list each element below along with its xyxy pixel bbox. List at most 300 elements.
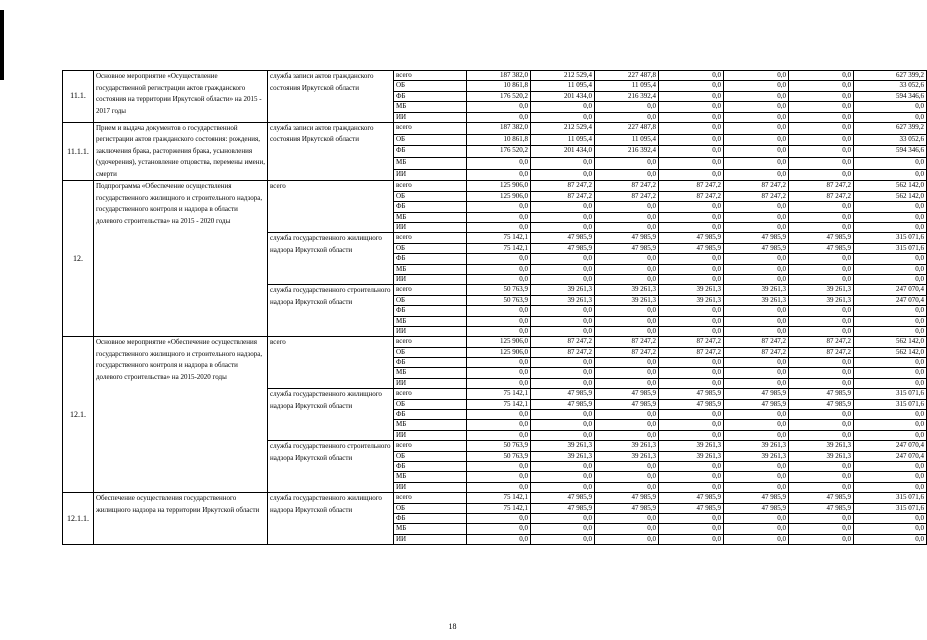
year-value: 0,0	[531, 169, 595, 181]
year-value: 0,0	[789, 482, 854, 492]
year-value: 0,0	[659, 430, 724, 440]
year-value: 0,0	[659, 71, 724, 81]
executor-name: служба государственного строительного надзора Иркутской области	[268, 441, 394, 493]
year-value: 212 529,4	[531, 71, 595, 81]
year-value: 0,0	[789, 81, 854, 91]
year-value: 0,0	[659, 202, 724, 212]
table-row	[63, 493, 927, 503]
executor-name: служба записи актов гражданского состояния Иркутской области	[268, 122, 394, 181]
funding-source: ФБ	[394, 513, 467, 523]
year-value: 0,0	[467, 358, 531, 368]
year-value: 39 261,3	[789, 285, 854, 295]
total-value: 315 071,6	[854, 243, 927, 253]
year-value: 0,0	[595, 378, 659, 388]
funding-source: ОБ	[394, 134, 467, 146]
year-value: 0,0	[724, 306, 789, 316]
year-value: 0,0	[789, 358, 854, 368]
page-number: 18	[448, 622, 457, 631]
total-value: 0,0	[854, 306, 927, 316]
year-value: 0,0	[659, 378, 724, 388]
table-row	[63, 181, 927, 191]
funding-source: всего	[394, 493, 467, 503]
year-value: 0,0	[467, 212, 531, 222]
year-value: 0,0	[724, 430, 789, 440]
year-value: 47 985,9	[724, 503, 789, 513]
funding-source: ИИ	[394, 430, 467, 440]
funding-source: всего	[394, 337, 467, 347]
executor-name: всего	[268, 337, 394, 389]
year-value: 0,0	[789, 102, 854, 112]
budget-table	[62, 70, 927, 545]
year-value: 47 985,9	[789, 233, 854, 243]
year-value: 0,0	[467, 410, 531, 420]
year-value: 47 985,9	[789, 243, 854, 253]
year-value: 0,0	[595, 306, 659, 316]
funding-source: ИИ	[394, 274, 467, 284]
year-value: 50 763,9	[467, 285, 531, 295]
year-value: 0,0	[659, 316, 724, 326]
year-value: 0,0	[659, 112, 724, 122]
year-value: 0,0	[724, 378, 789, 388]
year-value: 0,0	[659, 169, 724, 181]
year-value: 47 985,9	[724, 493, 789, 503]
year-value: 39 261,3	[595, 441, 659, 451]
funding-source: ФБ	[394, 306, 467, 316]
total-value: 0,0	[854, 158, 927, 170]
total-value: 0,0	[854, 212, 927, 222]
year-value: 0,0	[789, 306, 854, 316]
year-value: 47 985,9	[595, 399, 659, 409]
year-value: 0,0	[531, 420, 595, 430]
year-value: 47 985,9	[659, 503, 724, 513]
total-value: 0,0	[854, 264, 927, 274]
year-value: 0,0	[531, 513, 595, 523]
year-value: 0,0	[724, 264, 789, 274]
year-value: 0,0	[467, 306, 531, 316]
year-value: 39 261,3	[531, 451, 595, 461]
year-value: 0,0	[659, 534, 724, 544]
funding-source: МБ	[394, 524, 467, 534]
year-value: 0,0	[595, 169, 659, 181]
year-value: 0,0	[467, 158, 531, 170]
year-value: 87 247,2	[595, 191, 659, 201]
total-value: 562 142,0	[854, 181, 927, 191]
year-value: 75 142,1	[467, 399, 531, 409]
year-value: 47 985,9	[595, 493, 659, 503]
year-value: 227 487,8	[595, 122, 659, 134]
total-value: 562 142,0	[854, 337, 927, 347]
year-value: 0,0	[659, 524, 724, 534]
year-value: 0,0	[724, 71, 789, 81]
year-value: 0,0	[659, 368, 724, 378]
year-value: 75 142,1	[467, 493, 531, 503]
year-value: 0,0	[659, 306, 724, 316]
year-value: 0,0	[531, 430, 595, 440]
year-value: 0,0	[595, 212, 659, 222]
total-value: 247 070,4	[854, 285, 927, 295]
year-value: 0,0	[467, 202, 531, 212]
year-value: 0,0	[659, 264, 724, 274]
year-value: 0,0	[531, 482, 595, 492]
year-value: 0,0	[789, 534, 854, 544]
year-value: 39 261,3	[789, 295, 854, 305]
row-number: 11.1.	[63, 71, 94, 123]
year-value: 47 985,9	[659, 243, 724, 253]
year-value: 87 247,2	[531, 347, 595, 357]
total-value: 0,0	[854, 274, 927, 284]
funding-source: МБ	[394, 212, 467, 222]
year-value: 75 142,1	[467, 389, 531, 399]
funding-source: ФБ	[394, 462, 467, 472]
funding-source: ИИ	[394, 482, 467, 492]
funding-source: ИИ	[394, 223, 467, 233]
year-value: 0,0	[789, 420, 854, 430]
year-value: 0,0	[467, 430, 531, 440]
year-value: 0,0	[467, 316, 531, 326]
year-value: 0,0	[789, 71, 854, 81]
year-value: 0,0	[724, 524, 789, 534]
year-value: 0,0	[789, 122, 854, 134]
year-value: 0,0	[724, 134, 789, 146]
program-name: Обеспечение осуществления государственного жилищного надзора на территории Иркутской области	[94, 493, 268, 545]
year-value: 47 985,9	[595, 503, 659, 513]
funding-source: ФБ	[394, 146, 467, 158]
funding-source: всего	[394, 122, 467, 134]
year-value: 0,0	[659, 122, 724, 134]
year-value: 0,0	[789, 524, 854, 534]
year-value: 39 261,3	[659, 285, 724, 295]
year-value: 125 906,0	[467, 337, 531, 347]
year-value: 0,0	[724, 472, 789, 482]
year-value: 39 261,3	[789, 441, 854, 451]
funding-source: ФБ	[394, 410, 467, 420]
funding-source: МБ	[394, 264, 467, 274]
year-value: 0,0	[789, 326, 854, 336]
total-value: 0,0	[854, 223, 927, 233]
year-value: 47 985,9	[789, 503, 854, 513]
year-value: 39 261,3	[724, 295, 789, 305]
year-value: 0,0	[595, 534, 659, 544]
total-value: 315 071,6	[854, 493, 927, 503]
year-value: 0,0	[659, 212, 724, 222]
year-value: 0,0	[467, 462, 531, 472]
year-value: 0,0	[724, 316, 789, 326]
budget-table-body	[63, 71, 927, 545]
program-name: Основное мероприятие «Осуществление государственной регистрации актов гражданского состояния на территории Иркутской области» на 2015 - 2017 годы	[94, 71, 268, 123]
row-number: 12.1.	[63, 337, 94, 493]
year-value: 87 247,2	[789, 181, 854, 191]
total-value: 0,0	[854, 430, 927, 440]
year-value: 0,0	[531, 158, 595, 170]
year-value: 0,0	[531, 306, 595, 316]
year-value: 0,0	[595, 102, 659, 112]
funding-source: ФБ	[394, 202, 467, 212]
year-value: 10 861,8	[467, 134, 531, 146]
year-value: 87 247,2	[789, 337, 854, 347]
total-value: 0,0	[854, 462, 927, 472]
year-value: 87 247,2	[531, 181, 595, 191]
year-value: 47 985,9	[789, 399, 854, 409]
funding-source: ИИ	[394, 534, 467, 544]
year-value: 0,0	[531, 378, 595, 388]
year-value: 0,0	[789, 91, 854, 101]
year-value: 0,0	[724, 212, 789, 222]
year-value: 87 247,2	[531, 191, 595, 201]
year-value: 0,0	[595, 430, 659, 440]
year-value: 39 261,3	[659, 451, 724, 461]
total-value: 33 052,6	[854, 134, 927, 146]
total-value: 315 071,6	[854, 399, 927, 409]
year-value: 0,0	[531, 472, 595, 482]
year-value: 47 985,9	[659, 493, 724, 503]
year-value: 87 247,2	[595, 347, 659, 357]
year-value: 47 985,9	[724, 399, 789, 409]
year-value: 0,0	[789, 264, 854, 274]
year-value: 87 247,2	[595, 181, 659, 191]
year-value: 216 392,4	[595, 146, 659, 158]
total-value: 33 052,6	[854, 81, 927, 91]
year-value: 0,0	[659, 274, 724, 284]
year-value: 87 247,2	[724, 181, 789, 191]
funding-source: ИИ	[394, 112, 467, 122]
funding-source: МБ	[394, 158, 467, 170]
year-value: 39 261,3	[659, 441, 724, 451]
year-value: 0,0	[789, 462, 854, 472]
year-value: 0,0	[467, 223, 531, 233]
year-value: 0,0	[789, 472, 854, 482]
year-value: 0,0	[467, 102, 531, 112]
year-value: 0,0	[595, 264, 659, 274]
funding-source: МБ	[394, 472, 467, 482]
year-value: 0,0	[531, 316, 595, 326]
year-value: 0,0	[659, 472, 724, 482]
year-value: 0,0	[724, 223, 789, 233]
year-value: 47 985,9	[724, 389, 789, 399]
year-value: 0,0	[595, 368, 659, 378]
year-value: 47 985,9	[659, 399, 724, 409]
program-name: Прием и выдача документов о государственной регистрации актов гражданского состояния: рождения, заключения брака, расторжения брака, усыновления (удочерения), установление отцовства, перемены имени, смерти	[94, 122, 268, 181]
year-value: 0,0	[724, 158, 789, 170]
funding-source: всего	[394, 441, 467, 451]
year-value: 0,0	[595, 472, 659, 482]
total-value: 0,0	[854, 326, 927, 336]
year-value: 0,0	[724, 482, 789, 492]
year-value: 0,0	[531, 223, 595, 233]
funding-source: ОБ	[394, 399, 467, 409]
funding-source: ОБ	[394, 81, 467, 91]
year-value: 39 261,3	[531, 441, 595, 451]
year-value: 0,0	[789, 410, 854, 420]
year-value: 0,0	[531, 254, 595, 264]
year-value: 39 261,3	[724, 451, 789, 461]
year-value: 87 247,2	[724, 347, 789, 357]
executor-name: всего	[268, 181, 394, 233]
year-value: 0,0	[659, 134, 724, 146]
year-value: 0,0	[724, 358, 789, 368]
year-value: 0,0	[595, 158, 659, 170]
year-value: 0,0	[531, 112, 595, 122]
year-value: 0,0	[595, 420, 659, 430]
total-value: 0,0	[854, 524, 927, 534]
year-value: 0,0	[467, 513, 531, 523]
program-name: Основное мероприятие «Обеспечение осуществления государственного жилищного и строительного надзора, государственного контроля и надзора в области долевого строительства» на 2015-2020 годы	[94, 337, 268, 493]
funding-source: ОБ	[394, 243, 467, 253]
year-value: 11 095,4	[595, 134, 659, 146]
year-value: 87 247,2	[595, 337, 659, 347]
year-value: 0,0	[789, 223, 854, 233]
year-value: 0,0	[724, 112, 789, 122]
year-value: 39 261,3	[724, 285, 789, 295]
total-value: 0,0	[854, 254, 927, 264]
year-value: 0,0	[467, 169, 531, 181]
year-value: 0,0	[724, 81, 789, 91]
year-value: 0,0	[659, 146, 724, 158]
year-value: 47 985,9	[595, 389, 659, 399]
year-value: 0,0	[467, 112, 531, 122]
year-value: 0,0	[789, 368, 854, 378]
funding-source: всего	[394, 233, 467, 243]
year-value: 50 763,9	[467, 441, 531, 451]
year-value: 47 985,9	[724, 233, 789, 243]
left-margin-mark	[0, 10, 4, 80]
year-value: 87 247,2	[724, 191, 789, 201]
executor-name: служба записи актов гражданского состояния Иркутской области	[268, 71, 394, 123]
total-value: 562 142,0	[854, 191, 927, 201]
year-value: 0,0	[724, 534, 789, 544]
total-value: 247 070,4	[854, 295, 927, 305]
year-value: 39 261,3	[724, 441, 789, 451]
funding-source: всего	[394, 285, 467, 295]
year-value: 87 247,2	[789, 347, 854, 357]
year-value: 0,0	[531, 102, 595, 112]
total-value: 0,0	[854, 316, 927, 326]
year-value: 0,0	[724, 274, 789, 284]
year-value: 87 247,2	[659, 191, 724, 201]
year-value: 47 985,9	[724, 243, 789, 253]
year-value: 201 434,0	[531, 146, 595, 158]
funding-source: всего	[394, 181, 467, 191]
year-value: 39 261,3	[789, 451, 854, 461]
year-value: 0,0	[595, 513, 659, 523]
year-value: 0,0	[659, 254, 724, 264]
executor-name: служба государственного строительного надзора Иркутской области	[268, 285, 394, 337]
year-value: 0,0	[531, 264, 595, 274]
total-value: 0,0	[854, 410, 927, 420]
year-value: 39 261,3	[595, 285, 659, 295]
year-value: 0,0	[789, 212, 854, 222]
row-number: 11.1.1.	[63, 122, 94, 181]
year-value: 50 763,9	[467, 451, 531, 461]
year-value: 0,0	[724, 462, 789, 472]
year-value: 0,0	[595, 202, 659, 212]
year-value: 176 520,2	[467, 91, 531, 101]
year-value: 0,0	[724, 326, 789, 336]
funding-source: ФБ	[394, 254, 467, 264]
funding-source: МБ	[394, 368, 467, 378]
year-value: 0,0	[595, 254, 659, 264]
row-number: 12.	[63, 181, 94, 337]
year-value: 0,0	[595, 326, 659, 336]
year-value: 87 247,2	[659, 347, 724, 357]
year-value: 0,0	[789, 134, 854, 146]
total-value: 594 346,6	[854, 146, 927, 158]
year-value: 0,0	[789, 513, 854, 523]
funding-source: МБ	[394, 102, 467, 112]
total-value: 0,0	[854, 169, 927, 181]
year-value: 0,0	[531, 212, 595, 222]
year-value: 0,0	[724, 420, 789, 430]
year-value: 0,0	[659, 91, 724, 101]
total-value: 0,0	[854, 358, 927, 368]
year-value: 0,0	[595, 410, 659, 420]
year-value: 47 985,9	[789, 493, 854, 503]
year-value: 0,0	[467, 378, 531, 388]
year-value: 0,0	[595, 316, 659, 326]
year-value: 0,0	[659, 81, 724, 91]
row-number: 12.1.1.	[63, 493, 94, 545]
funding-source: ФБ	[394, 91, 467, 101]
year-value: 0,0	[467, 420, 531, 430]
year-value: 0,0	[789, 169, 854, 181]
year-value: 0,0	[531, 274, 595, 284]
funding-source: МБ	[394, 420, 467, 430]
year-value: 0,0	[789, 146, 854, 158]
total-value: 627 399,2	[854, 71, 927, 81]
year-value: 125 906,0	[467, 181, 531, 191]
year-value: 0,0	[659, 158, 724, 170]
funding-source: всего	[394, 389, 467, 399]
total-value: 594 346,6	[854, 91, 927, 101]
year-value: 0,0	[531, 326, 595, 336]
year-value: 0,0	[724, 169, 789, 181]
year-value: 227 487,8	[595, 71, 659, 81]
year-value: 0,0	[467, 534, 531, 544]
year-value: 0,0	[531, 202, 595, 212]
total-value: 0,0	[854, 368, 927, 378]
year-value: 0,0	[659, 102, 724, 112]
year-value: 0,0	[531, 462, 595, 472]
year-value: 0,0	[531, 368, 595, 378]
total-value: 0,0	[854, 472, 927, 482]
year-value: 11 095,4	[531, 134, 595, 146]
year-value: 87 247,2	[659, 181, 724, 191]
table-row	[63, 122, 927, 134]
year-value: 0,0	[789, 430, 854, 440]
year-value: 39 261,3	[531, 285, 595, 295]
year-value: 0,0	[724, 368, 789, 378]
year-value: 87 247,2	[659, 337, 724, 347]
year-value: 0,0	[659, 358, 724, 368]
year-value: 0,0	[531, 358, 595, 368]
funding-source: ИИ	[394, 326, 467, 336]
funding-source: ФБ	[394, 358, 467, 368]
total-value: 315 071,6	[854, 503, 927, 513]
year-value: 47 985,9	[659, 389, 724, 399]
year-value: 47 985,9	[531, 233, 595, 243]
year-value: 0,0	[531, 534, 595, 544]
total-value: 247 070,4	[854, 441, 927, 451]
year-value: 0,0	[595, 112, 659, 122]
year-value: 216 392,4	[595, 91, 659, 101]
year-value: 47 985,9	[531, 493, 595, 503]
funding-source: ИИ	[394, 169, 467, 181]
funding-source: ИИ	[394, 378, 467, 388]
year-value: 75 142,1	[467, 503, 531, 513]
year-value: 0,0	[467, 274, 531, 284]
year-value: 201 434,0	[531, 91, 595, 101]
year-value: 0,0	[789, 274, 854, 284]
year-value: 47 985,9	[531, 503, 595, 513]
